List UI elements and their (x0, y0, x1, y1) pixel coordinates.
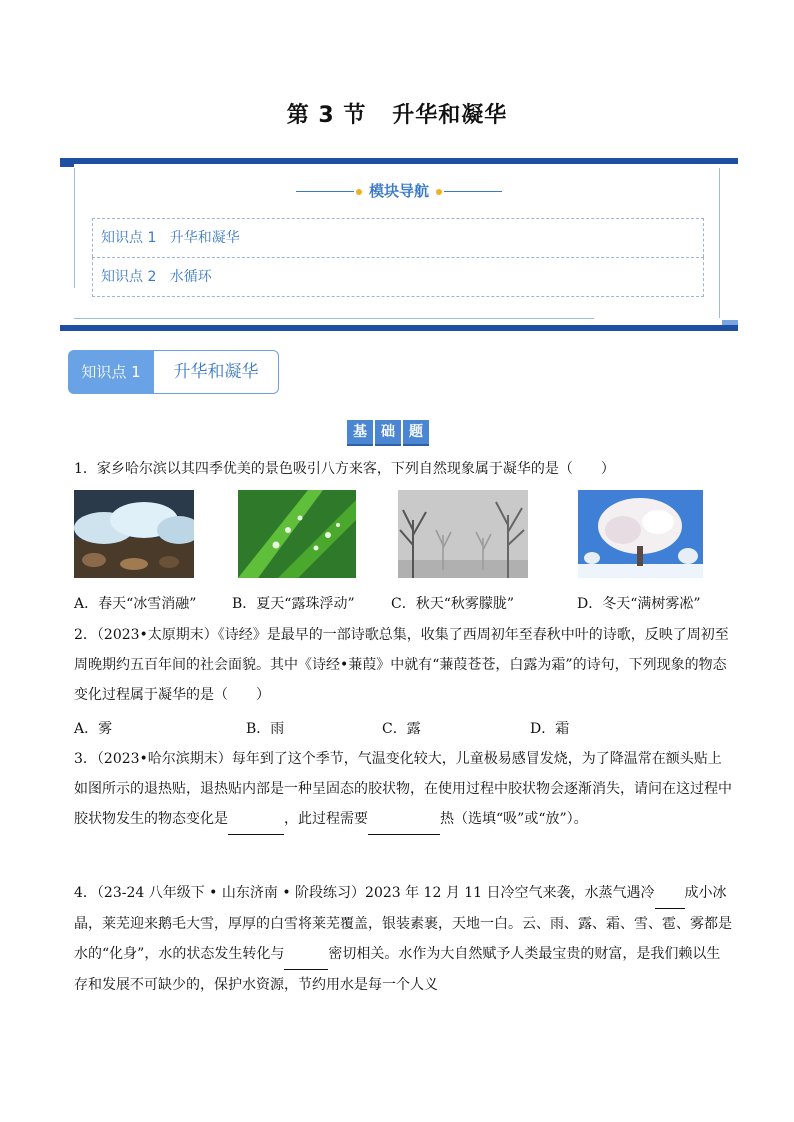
heading-line-left (296, 191, 354, 192)
q1-option-c[interactable]: C．秋天“秋雾朦胧” (391, 596, 515, 612)
basic-label-char: 基 (347, 420, 373, 446)
q3-answer-blank-2[interactable] (368, 804, 440, 835)
nav-top-accent (60, 164, 74, 167)
q4-text-c: 密切相关。水作为大自然赋予人类最宝贵的财富，是我们赖以生存和发展不可缺少的，保护水资源，节约用水是每一个人义 (74, 946, 721, 993)
knowledge-point-name: 升华和凝华 (154, 350, 279, 394)
q3-text-a: 3．（2023•哈尔滨期末）每年到了这个季节，气温变化较大，儿童极易感冒发烧，为了降温常在额头贴上如图所示的退热贴，退热贴内部是一种呈固态的胶状物，在使用过程中胶状物会逐渐消失，请问在这过程中胶状物发生的物态变化是 (74, 751, 732, 827)
heading-line-right (444, 191, 502, 192)
nav-heading (60, 180, 738, 201)
basic-questions-label (347, 420, 429, 446)
rime-tree-photo (578, 490, 703, 578)
question-4-stem (74, 878, 734, 1000)
q3-text-c: 热（选填“吸”或“放”）。 (440, 811, 588, 827)
q3-text-b: ，此过程需要 (284, 811, 368, 827)
page-title: 第 3 节 升华和凝华 (286, 103, 508, 128)
q2-option-b[interactable]: B．雨 (246, 721, 285, 737)
q2-option-a[interactable]: A．雾 (74, 721, 113, 737)
heading-dot-right-icon (436, 189, 442, 195)
question-1-stem: 1．家乡哈尔滨以其四季优美的景色吸引八方来客，下列自然现象属于凝华的是（ ） (74, 461, 615, 477)
nav-bottom-bar (60, 325, 738, 331)
q4-answer-blank-2[interactable] (284, 939, 328, 970)
q4-text-a: 4．（23-24 八年级下 • 山东济南 • 阶段练习）2023 年 12 月 11 日冷空气来袭，水蒸气遇冷 (74, 885, 655, 901)
nav-list (92, 218, 704, 297)
question-2-options (74, 718, 754, 744)
question-3-stem (74, 744, 734, 835)
fog-trees-photo (398, 490, 528, 578)
module-navigation-box (60, 158, 738, 332)
knowledge-point-number: 知识点 1 (68, 350, 154, 394)
q2-option-d[interactable]: D．霜 (530, 721, 570, 737)
q4-answer-blank-1[interactable] (655, 878, 685, 909)
nav-inner-bottom-line (74, 318, 594, 319)
q2-option-c[interactable]: C．露 (382, 721, 421, 737)
basic-label-char: 题 (403, 420, 429, 446)
basic-label-char: 础 (375, 420, 401, 446)
knowledge-point-tab (68, 350, 279, 394)
nav-item-knowledge-point-2[interactable]: 知识点 2 水循环 (92, 257, 704, 297)
q3-answer-blank-1[interactable] (228, 804, 284, 835)
question-1-options (74, 593, 754, 619)
q1-option-d[interactable]: D．冬天“满树雾凇” (577, 596, 701, 612)
ice-melt-photo (74, 490, 194, 578)
dew-grass-photo (238, 490, 356, 578)
nav-bottom-accent (722, 320, 738, 325)
heading-dot-left-icon (356, 189, 362, 195)
q1-option-b[interactable]: B．夏天“露珠浮动” (232, 596, 355, 612)
q4-text-b: 成小冰晶，莱芜迎来鹅毛大雪，厚厚的白雪将莱芜覆盖，银装素裹，天地一白。云、雨、露、霜、雪、雹、雾都是水的“化身”，水的状态发生转化与 (74, 885, 732, 962)
nav-item-knowledge-point-1[interactable]: 知识点 1 升华和凝华 (92, 218, 704, 257)
question-2-stem: 2．（2023•太原期末）《诗经》是最早的一部诗歌总集，收集了西周初年至春秋中叶的诗歌，反映了周初至周晚期约五百年间的社会面貌。其中《诗经•蒹葭》中就有“蒹葭苍苍，白露为霜”的诗句，下列现象的物态变化过程属于凝华的是（ ） (74, 627, 729, 703)
nav-heading-text: 模块导航 (368, 182, 429, 200)
nav-top-bar (60, 158, 738, 164)
q1-option-a[interactable]: A．春天“冰雪消融” (74, 596, 197, 612)
